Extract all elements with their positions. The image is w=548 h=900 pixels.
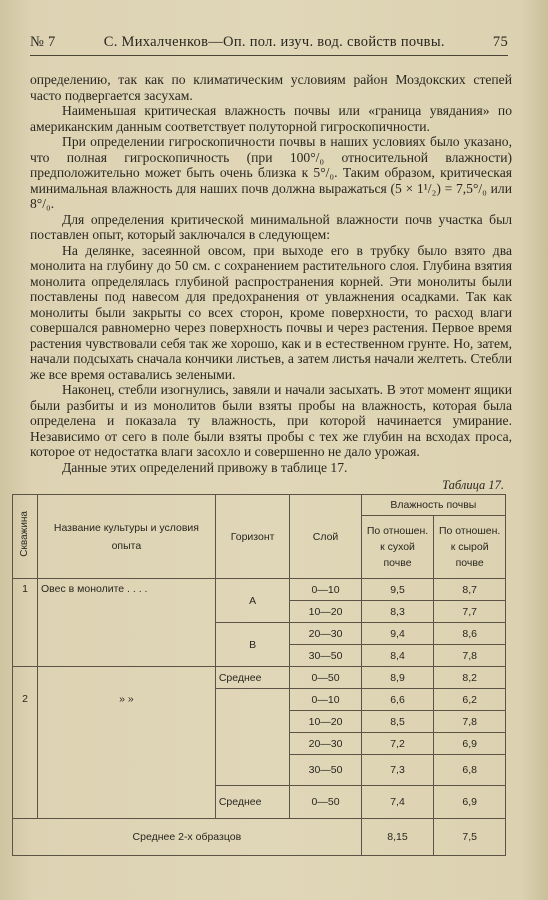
wet-cell: 6,8	[434, 755, 506, 786]
page-number: 75	[492, 34, 508, 50]
layer-cell: 0—10	[290, 689, 361, 711]
horizon-cell: В	[215, 623, 290, 667]
header-layer: Слой	[290, 495, 361, 579]
well-number: 2	[13, 667, 38, 819]
crop-name: » »	[38, 667, 216, 819]
dry-cell: 7,3	[361, 755, 434, 786]
paragraph: Данные этих определений привожу в таблице 17.	[62, 459, 348, 475]
layer-cell: 0—50	[290, 667, 361, 689]
page-header	[30, 34, 508, 51]
layer-cell: 0—10	[290, 579, 361, 601]
wet-cell: 6,9	[434, 733, 506, 755]
wet-cell: 8,2	[434, 667, 506, 689]
dry-cell: 7,4	[361, 786, 434, 819]
running-title: С. Михалченков—Оп. пол. изуч. вод. свойств почвы.	[103, 34, 445, 50]
layer-cell: 20—30	[290, 623, 361, 645]
wet-cell: 7,8	[434, 645, 506, 667]
horizon-cell-empty	[215, 689, 290, 786]
wet-cell: 7,7	[434, 601, 506, 623]
paragraph: При определении гигроскопичности почвы в наших условиях было указано, что полная гигроскопичность (при 100°/₀ относительной влажности) предположительно может быть очень близка к 5°/₀. Таким образом, критическая минимальная влажность для наших почв должна выражаться (5 × 1¹/₂) = 7,5°/₀ или 8°/₀.	[30, 134, 512, 211]
paragraph: Наименьшая критическая влажность почвы или «граница увядания» по американским данным соответствует полуторной гигроскопичности.	[30, 103, 512, 134]
layer-cell: 30—50	[290, 645, 361, 667]
header-horizon: Горизонт	[215, 495, 290, 579]
dry-cell: 6,6	[361, 689, 434, 711]
dry-cell: 8,4	[361, 645, 434, 667]
dry-cell: 8,3	[361, 601, 434, 623]
total-dry: 8,15	[361, 819, 434, 856]
well-number: 1	[13, 579, 38, 667]
total-label: Среднее 2-х образцов	[13, 819, 362, 856]
average-label: Среднее	[215, 786, 290, 819]
paragraph: Для определения критической минимальной влажности почв участка был поставлен опыт, который заключался в следующем:	[30, 211, 512, 242]
paragraph: На делянке, засеянной овсом, при выходе его в трубку было взято два монолита на глубину до 50 см. с сохранением растительного слоя. Глубина взятия монолита определялась глубиной распространения корней. Эти монолиты были поставлены под навесом для предохранения от увлажнения осадками. Так как монолиты были закрыты со всех сторон, кроме поверхности, то расход влаги совершался равномерно через поверхность почвы и через растения. Первое время растения чувствовали себя так же хорошо, как и в естественном грунте. Но, затем, начали подсыхать сначала кончики листьев, а затем листья начали желтеть. Стебли же все время оставались зелеными.	[30, 242, 512, 382]
dry-cell: 8,9	[361, 667, 434, 689]
layer-cell: 20—30	[290, 733, 361, 755]
body-text	[30, 72, 512, 475]
header-rule	[30, 55, 508, 56]
paragraph: Наконец, стебли изогнулись, завяли и начали засыхать. В этот момент ящики были разбиты и из монолитов были взяты пробы на влажность, которая была определена и показала ту влажность, при которой начинается умирание. Независимо от сего в поле были взяты пробы с тех же глубин на всходах проса, которое от недостатка влаги засохло и совершенно не дало урожая.	[30, 382, 512, 459]
dry-cell: 9,4	[361, 623, 434, 645]
layer-cell: 0—50	[290, 786, 361, 819]
wet-cell: 8,7	[434, 579, 506, 601]
header-moisture: Влажность почвы	[361, 495, 505, 516]
header-wet: По отношен. к сырой почве	[434, 516, 506, 579]
layer-cell: 10—20	[290, 711, 361, 733]
issue-number: № 7	[30, 34, 56, 50]
wet-cell: 6,2	[434, 689, 506, 711]
crop-name: Овес в монолите . . . .	[38, 579, 216, 667]
header-dry: По отношен. к сухой почве	[361, 516, 434, 579]
dry-cell: 8,5	[361, 711, 434, 733]
dry-cell: 7,2	[361, 733, 434, 755]
paragraph: определению, так как по климатическим условиям район Моздокских степей часто подвергается засухам.	[30, 72, 512, 103]
horizon-cell: А	[215, 579, 290, 623]
wet-cell: 6,9	[434, 786, 506, 819]
header-well: Скважина	[13, 495, 38, 579]
table-caption: Таблица 17.	[442, 478, 504, 492]
dry-cell: 9,5	[361, 579, 434, 601]
average-label: Среднее	[215, 667, 290, 689]
total-wet: 7,5	[434, 819, 506, 856]
layer-cell: 30—50	[290, 755, 361, 786]
wet-cell: 7,8	[434, 711, 506, 733]
header-crop: Название культуры и условия опыта	[38, 495, 216, 579]
layer-cell: 10—20	[290, 601, 361, 623]
wet-cell: 8,6	[434, 623, 506, 645]
data-table	[12, 494, 506, 856]
